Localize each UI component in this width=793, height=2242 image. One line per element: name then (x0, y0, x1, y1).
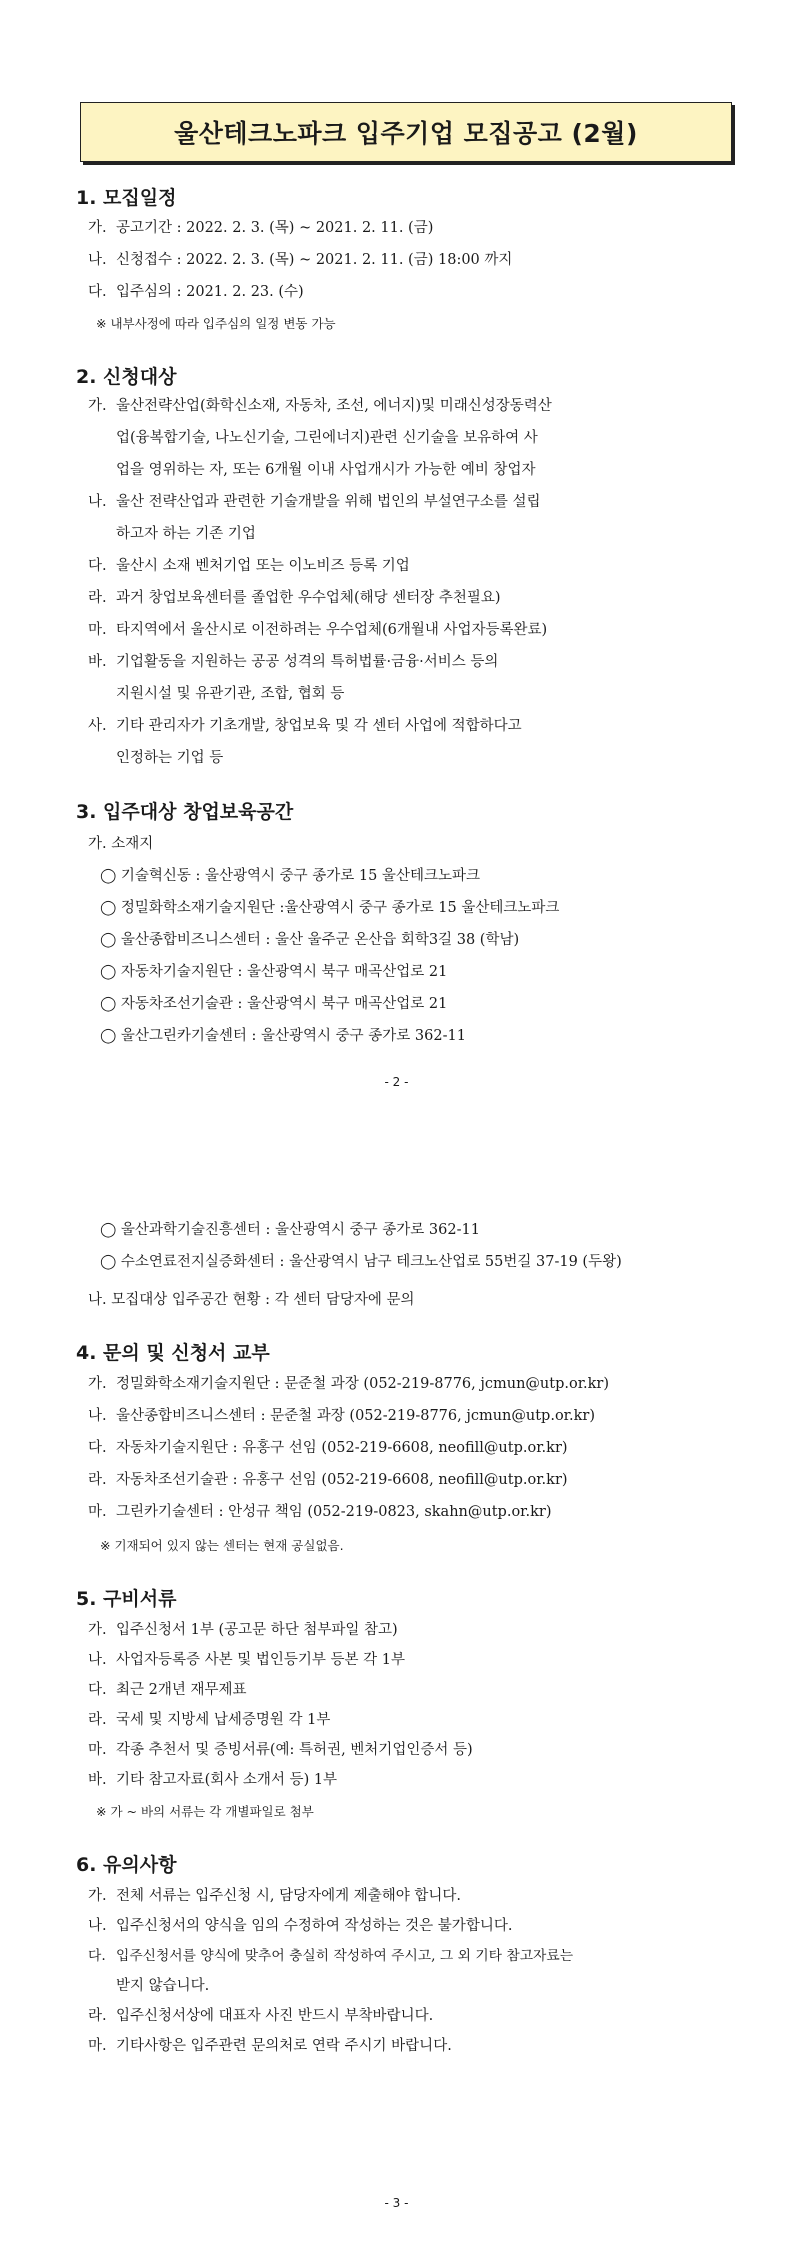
s2-line: 업(융복합기술, 나노신기술, 그린에너지)관련 신기술을 보유하여 사 (116, 430, 538, 446)
s1-item: 가. 공고기간 : 2022. 2. 3. (목) ~ 2021. 2. 11. (금) (88, 220, 434, 236)
s1-note: ※ 내부사정에 따라 입주심의 일정 변동 가능 (96, 316, 336, 331)
s2-line: 마. 타지역에서 울산시로 이전하려는 우수업체(6개월내 사업자등록완료) (88, 622, 548, 638)
section-3-heading: 3. 입주대상 창업보육공간 (76, 801, 294, 823)
notice-line: 마. 기타사항은 입주관련 문의처로 연락 주시기 바랍니다. (88, 2038, 452, 2054)
section-1-heading: 1. 모집일정 (76, 187, 177, 209)
notice-line: 나. 입주신청서의 양식을 임의 수정하여 작성하는 것은 불가합니다. (88, 1918, 513, 1934)
location-item: ◯ 울산그린카기술센터 : 울산광역시 중구 종가로 362-11 (100, 1028, 466, 1044)
document-item: 다. 최근 2개년 재무제표 (88, 1682, 247, 1698)
location-item: ◯ 울산종합비즈니스센터 : 울산 울주군 온산읍 회학3길 38 (학남) (100, 932, 520, 948)
s4-note: ※ 기재되어 있지 않는 센터는 현재 공실없음. (100, 1538, 344, 1553)
contact-item: 다. 자동차기술지원단 : 유홍구 선임 (052-219-6608, neofill@utp.or.kr) (88, 1440, 568, 1456)
location-item: ◯ 정밀화학소재기술지원단 :울산광역시 중구 종가로 15 울산테크노파크 (100, 900, 560, 916)
location-item: ◯ 기술혁신동 : 울산광역시 중구 종가로 15 울산테크노파크 (100, 868, 480, 884)
document-item: 바. 기타 참고자료(회사 소개서 등) 1부 (88, 1772, 338, 1788)
location-item: ◯ 자동차기술지원단 : 울산광역시 북구 매곡산업로 21 (100, 964, 448, 980)
s1-item: 나. 신청접수 : 2022. 2. 3. (목) ~ 2021. 2. 11. (금) 18:00 까지 (88, 252, 513, 268)
location-item: ◯ 자동차조선기술관 : 울산광역시 북구 매곡산업로 21 (100, 996, 448, 1012)
s3-sub-b: 나. 모집대상 입주공간 현황 : 각 센터 담당자에 문의 (88, 1292, 415, 1308)
s2-line: 지원시설 및 유관기관, 조합, 협회 등 (116, 686, 345, 702)
page-3 (0, 1100, 793, 2242)
location-item: ◯ 수소연료전지실증화센터 : 울산광역시 남구 테크노산업로 55번길 37-19 (두왕) (100, 1254, 622, 1270)
contact-item: 마. 그린카기술센터 : 안성규 책임 (052-219-0823, skahn@utp.or.kr) (88, 1504, 552, 1520)
section-6-heading: 6. 유의사항 (76, 1854, 177, 1876)
notice-line: 라. 입주신청서상에 대표자 사진 반드시 부착바랍니다. (88, 2008, 434, 2024)
page-title: 울산테크노파크 입주기업 모집공고 (2월) (174, 119, 638, 148)
s2-line: 사. 기타 관리자가 기초개발, 창업보육 및 각 센터 사업에 적합하다고 (88, 718, 522, 734)
s2-line: 업을 영위하는 자, 또는 6개월 이내 사업개시가 가능한 예비 창업자 (116, 462, 536, 478)
location-item: ◯ 울산과학기술진흥센터 : 울산광역시 중구 종가로 362-11 (100, 1222, 480, 1238)
s2-line: 바. 기업활동을 지원하는 공공 성격의 특허법률·금융·서비스 등의 (88, 654, 499, 670)
s2-line: 인정하는 기업 등 (116, 750, 224, 766)
document-item: 마. 각종 추천서 및 증빙서류(예: 특허권, 벤처기업인증서 등) (88, 1742, 473, 1758)
section-2-heading: 2. 신청대상 (76, 366, 177, 388)
contact-item: 라. 자동차조선기술관 : 유홍구 선임 (052-219-6608, neofill@utp.or.kr) (88, 1472, 568, 1488)
s3-sub-a: 가. 소재지 (88, 836, 154, 852)
s1-item: 다. 입주심의 : 2021. 2. 23. (수) (88, 284, 304, 300)
s2-line: 나. 울산 전략산업과 관련한 기술개발을 위해 법인의 부설연구소를 설립 (88, 494, 541, 510)
section-4-heading: 4. 문의 및 신청서 교부 (76, 1342, 270, 1364)
notice-line: 다. 입주신청서를 양식에 맞추어 충실히 작성하여 주시고, 그 외 기타 참고자료는 (88, 1948, 574, 1964)
s2-line: 가. 울산전략산업(화학신소재, 자동차, 조선, 에너지)및 미래신성장동력산 (88, 398, 552, 414)
contact-item: 가. 정밀화학소재기술지원단 : 문준철 과장 (052-219-8776, jcmun@utp.or.kr) (88, 1376, 610, 1392)
document-item: 가. 입주신청서 1부 (공고문 하단 첨부파일 참고) (88, 1622, 398, 1638)
s5-note: ※ 가 ~ 바의 서류는 각 개별파일로 첨부 (96, 1804, 314, 1819)
s2-line: 라. 과거 창업보육센터를 졸업한 우수업체(해당 센터장 추천필요) (88, 590, 501, 606)
s2-line: 하고자 하는 기존 기업 (116, 526, 256, 542)
page-number: - 3 - (384, 2196, 409, 2210)
document-item: 라. 국세 및 지방세 납세증명원 각 1부 (88, 1712, 331, 1728)
page-2 (0, 0, 793, 1100)
page-number: - 2 - (384, 1075, 409, 1089)
title-banner (80, 102, 732, 162)
contact-item: 나. 울산종합비즈니스센터 : 문준철 과장 (052-219-8776, jcmun@utp.or.kr) (88, 1408, 596, 1424)
notice-line: 받지 않습니다. (116, 1978, 210, 1994)
document-item: 나. 사업자등록증 사본 및 법인등기부 등본 각 1부 (88, 1652, 406, 1668)
notice-line: 가. 전체 서류는 입주신청 시, 담당자에게 제출해야 합니다. (88, 1888, 462, 1904)
section-5-heading: 5. 구비서류 (76, 1588, 177, 1610)
s2-line: 다. 울산시 소재 벤처기업 또는 이노비즈 등록 기업 (88, 558, 410, 574)
